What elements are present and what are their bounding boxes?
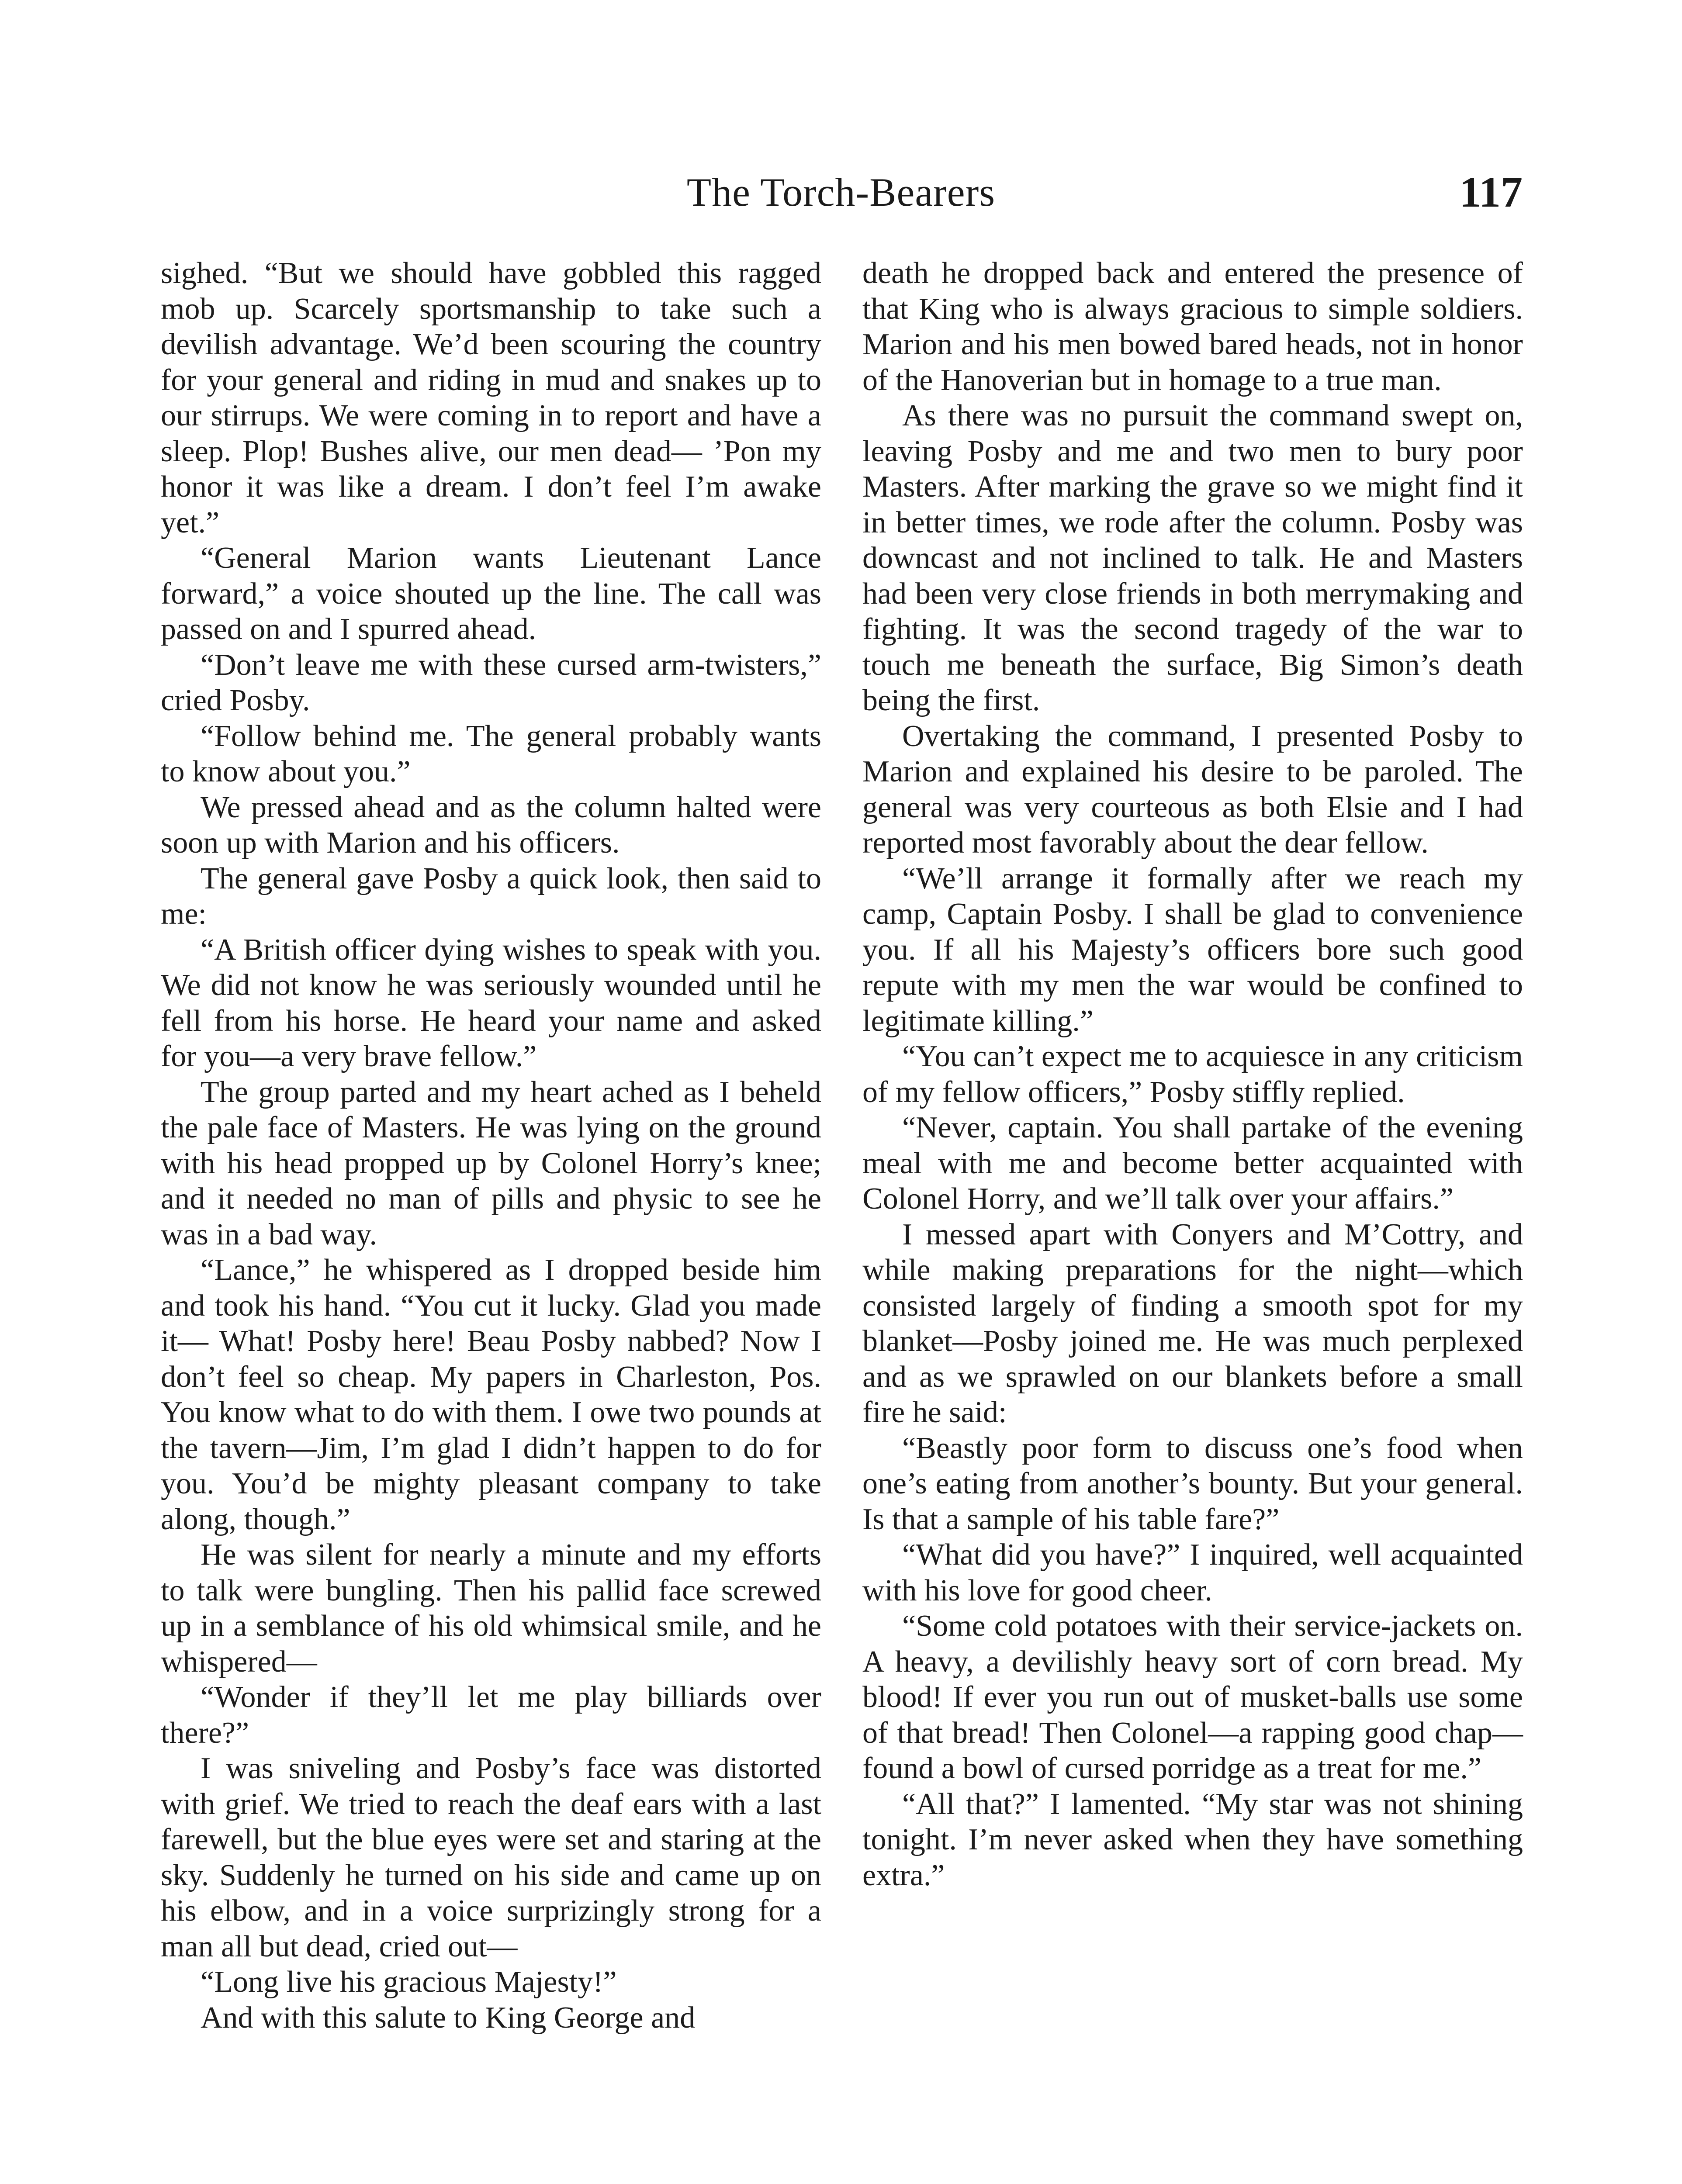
page-number: 117 xyxy=(1459,168,1523,216)
paragraph: “General Marion wants Lieutenant Lance forward,” a voice shouted up the line. The call was passed on and I spurred ahead. xyxy=(161,541,821,646)
paragraph: “Wonder if they’ll let me play billiards over there?” xyxy=(161,1680,821,1750)
paragraph: “Don’t leave me with these cursed arm-twisters,” cried Posby. xyxy=(161,648,821,717)
paragraph: “We’ll arrange it formally after we reach my camp, Captain Posby. I shall be glad to convenience you. If all his Majesty’s officers bore such good repute with my men the war would be confined to legitimate killing.” xyxy=(862,861,1523,1038)
paragraph: I was sniveling and Posby’s face was distorted with grief. We tried to reach the deaf ears with a last farewell, but the blue eyes were set and staring at the sky. Suddenly he turned on his side and came up on his elbow, and in a voice surprizingly strong for a man all but dead, cried out— xyxy=(161,1752,821,1963)
paragraph: “Long live his gracious Majesty!” xyxy=(201,1965,617,1999)
paragraph: The general gave Posby a quick look, then said to me: xyxy=(161,861,821,931)
running-header-title: The Torch-Bearers xyxy=(686,170,996,214)
paragraph: We pressed ahead and as the column halted were soon up with Marion and his officers. xyxy=(161,790,821,860)
paragraph: And with this salute to King George and xyxy=(201,2001,696,2035)
paragraph: “All that?” I lamented. “My star was not shining tonight. I’m never asked when they have something extra.” xyxy=(862,1787,1523,1892)
paragraph: I messed apart with Conyers and M’Cottry, and while making preparations for the night—which consisted largely of finding a smooth spot for my blanket—Posby joined me. He was much perplexed and as we sprawled on our blankets before a small fire he said: xyxy=(862,1217,1523,1429)
paragraph: “You can’t expect me to acquiesce in any criticism of my fellow officers,” Posby stiffly replied. xyxy=(862,1040,1523,1109)
paragraph: “Some cold potatoes with their service-jackets on. A heavy, a devilishly heavy sort of corn bread. My blood! If ever you run out of musket-balls use some of that bread! Then Colonel—a rapping good chap—found a bowl of cursed porridge as a treat for me.” xyxy=(862,1609,1523,1785)
paragraph: The group parted and my heart ached as I beheld the pale face of Masters. He was lying on the ground with his head propped up by Colonel Horry’s knee; and it needed no man of pills and physic to see he was in a bad way. xyxy=(161,1075,821,1251)
right-text-column xyxy=(862,256,1523,1893)
paragraph: He was silent for nearly a minute and my efforts to talk were bungling. Then his pallid face screwed up in a semblance of his old whimsical smile, and he whispered— xyxy=(161,1538,821,1679)
paragraph: As there was no pursuit the command swept on, leaving Posby and me and two men to bury poor Masters. After marking the grave so we might find it in better times, we rode after the column. Posby was downcast and not inclined to talk. He and Masters had been very close friends in both merrymaking and fighting. It was the second tragedy of the war to touch me beneath the surface, Big Simon’s death being the first. xyxy=(862,399,1523,717)
paragraph: “A British officer dying wishes to speak with you. We did not know he was seriously wounded until he fell from his horse. He heard your name and asked for you—a very brave fellow.” xyxy=(161,933,821,1073)
paragraph: “Never, captain. You shall partake of the evening meal with me and become better acquainted with Colonel Horry, and we’ll talk over your affairs.” xyxy=(862,1111,1523,1216)
paragraph: “Follow behind me. The general probably wants to know about you.” xyxy=(161,719,821,788)
left-text-column xyxy=(161,256,821,2035)
paragraph: “What did you have?” I inquired, well acquainted with his love for good cheer. xyxy=(862,1538,1523,1607)
paragraph: Overtaking the command, I presented Posby to Marion and explained his desire to be paroled. The general was very courteous as both Elsie and I had reported most favorably about the dear fellow. xyxy=(862,719,1523,860)
paragraph: death he dropped back and entered the presence of that King who is always gracious to simple soldiers. Marion and his men bowed bared heads, not in honor of the Hanoverian but in homage to a true man. xyxy=(862,256,1523,397)
paragraph: “Lance,” he whispered as I dropped beside him and took his hand. “You cut it lucky. Glad you made it— What! Posby here! Beau Posby nabbed? Now I don’t feel so cheap. My papers in Charleston, Pos. You know what to do with them. I owe two pounds at the tavern—Jim, I’m glad I didn’t happen to do for you. You’d be mighty pleasant company to take along, though.” xyxy=(161,1253,821,1536)
paragraph: sighed. “But we should have gobbled this ragged mob up. Scarcely sportsmanship to take such a devilish advantage. We’d been scouring the country for your general and riding in mud and snakes up to our stirrups. We were coming in to report and have a sleep. Plop! Bushes alive, our men dead— ’Pon my honor it was like a dream. I don’t feel I’m awake yet.” xyxy=(161,256,821,539)
paragraph: “Beastly poor form to discuss one’s food when one’s eating from another’s bounty. But your general. Is that a sample of his table fare?” xyxy=(862,1431,1523,1536)
